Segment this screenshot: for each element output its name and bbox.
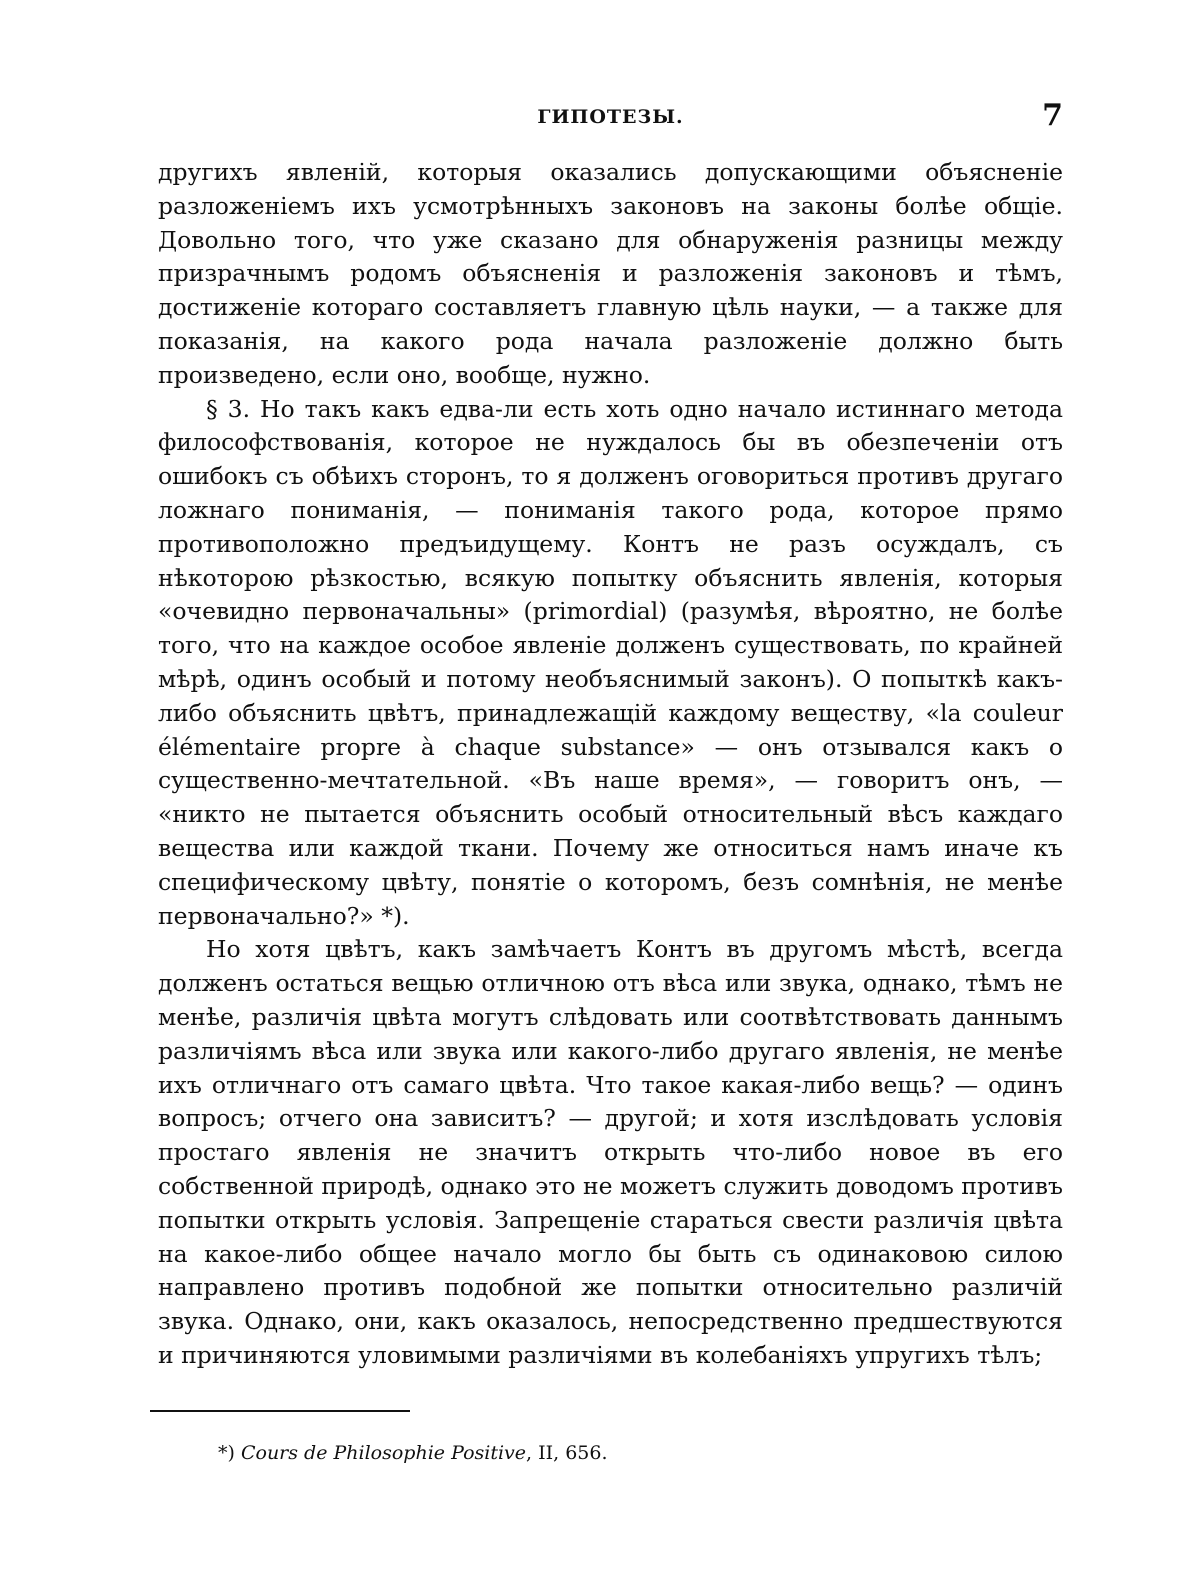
footnote-marker: *) [218,1442,235,1464]
footnote-title: Cours de Philosophie Positive [240,1442,527,1464]
body-text [158,156,1063,1373]
footnote-divider [150,1410,410,1412]
running-title: ГИПОТЕЗЫ. [537,106,684,128]
footnote [218,1440,608,1466]
running-head [158,98,1063,138]
paragraph-continued: другихъ явленій, которыя оказались допускающими объясненіе разложеніемъ ихъ усмотрѣнныхъ законовъ на законы болѣе общіе. Довольно того, что уже сказано для обнаруженія разницы между призрачнымъ родомъ объясненія и разложенія законовъ и тѣмъ, достиженіе котораго составляетъ главную цѣль науки, — а также для показанія, на какого рода начала разложеніе должно быть произведено, если оно, вообще, нужно. [158,158,1063,389]
paragraph-section-3: § 3. Но такъ какъ едва-ли есть хоть одно начало истиннаго метода философствованія, которое не нуждалось бы въ обезпеченіи отъ ошибокъ съ обѣихъ сторонъ, то я долженъ оговориться противъ другаго ложнаго пониманія, — пониманія такого рода, которое прямо противоположно предъидущему. Контъ не разъ осуждалъ, съ нѣкоторою рѣзкостью, всякую попытку объяснить явленія, которыя «очевидно первоначальны» (primordial) (разумѣя, вѣроятно, не болѣе того, что на каждое особое явленіе долженъ существовать, по крайней мѣрѣ, одинъ особый и потому необъяснимый законъ). О попыткѣ какъ-либо объяснить цвѣтъ, принадлежащій каждому веществу, «la couleur élémentaire propre à chaque substance» — онъ отзывался какъ о существенно-мечтательной. «Въ наше время», — говоритъ онъ, — «никто не пытается объяснить особый относительный вѣсъ каждаго вещества или каждой ткани. Почему же относиться намъ иначе къ специфическому цвѣту, понятіе о которомъ, безъ сомнѣнія, не менѣе первоначально?» *). [158,394,1063,930]
footnote-reference: , II, 656. [526,1442,608,1464]
page-number: 7 [1042,98,1063,133]
paragraph-color-argument: Но хотя цвѣтъ, какъ замѣчаетъ Контъ въ другомъ мѣстѣ, всегда долженъ остаться вещью отличною отъ вѣса или звука, однако, тѣмъ не менѣе, различія цвѣта могутъ слѣдовать или соотвѣтствовать даннымъ различіямъ вѣса или звука или какого-либо другаго явленія, не менѣе ихъ отличнаго отъ самаго цвѣта. Что такое какая-либо вещь? — одинъ вопросъ; отчего она зависитъ? — другой; и хотя изслѣдовать условія простаго явленія не значитъ открыть что-либо новое въ его собственной природѣ, однако это не можетъ служить доводомъ противъ попытки открыть условія. Запрещеніе стараться свести различія цвѣта на какое-либо общее начало могло бы быть съ одинаковою силою направлено противъ подобной же попытки относительно различій звука. Однако, они, какъ оказалось, непосредственно предшествуются и причиняются уловимыми различіями въ колебаніяхъ упругихъ тѣлъ; [158,935,1063,1369]
